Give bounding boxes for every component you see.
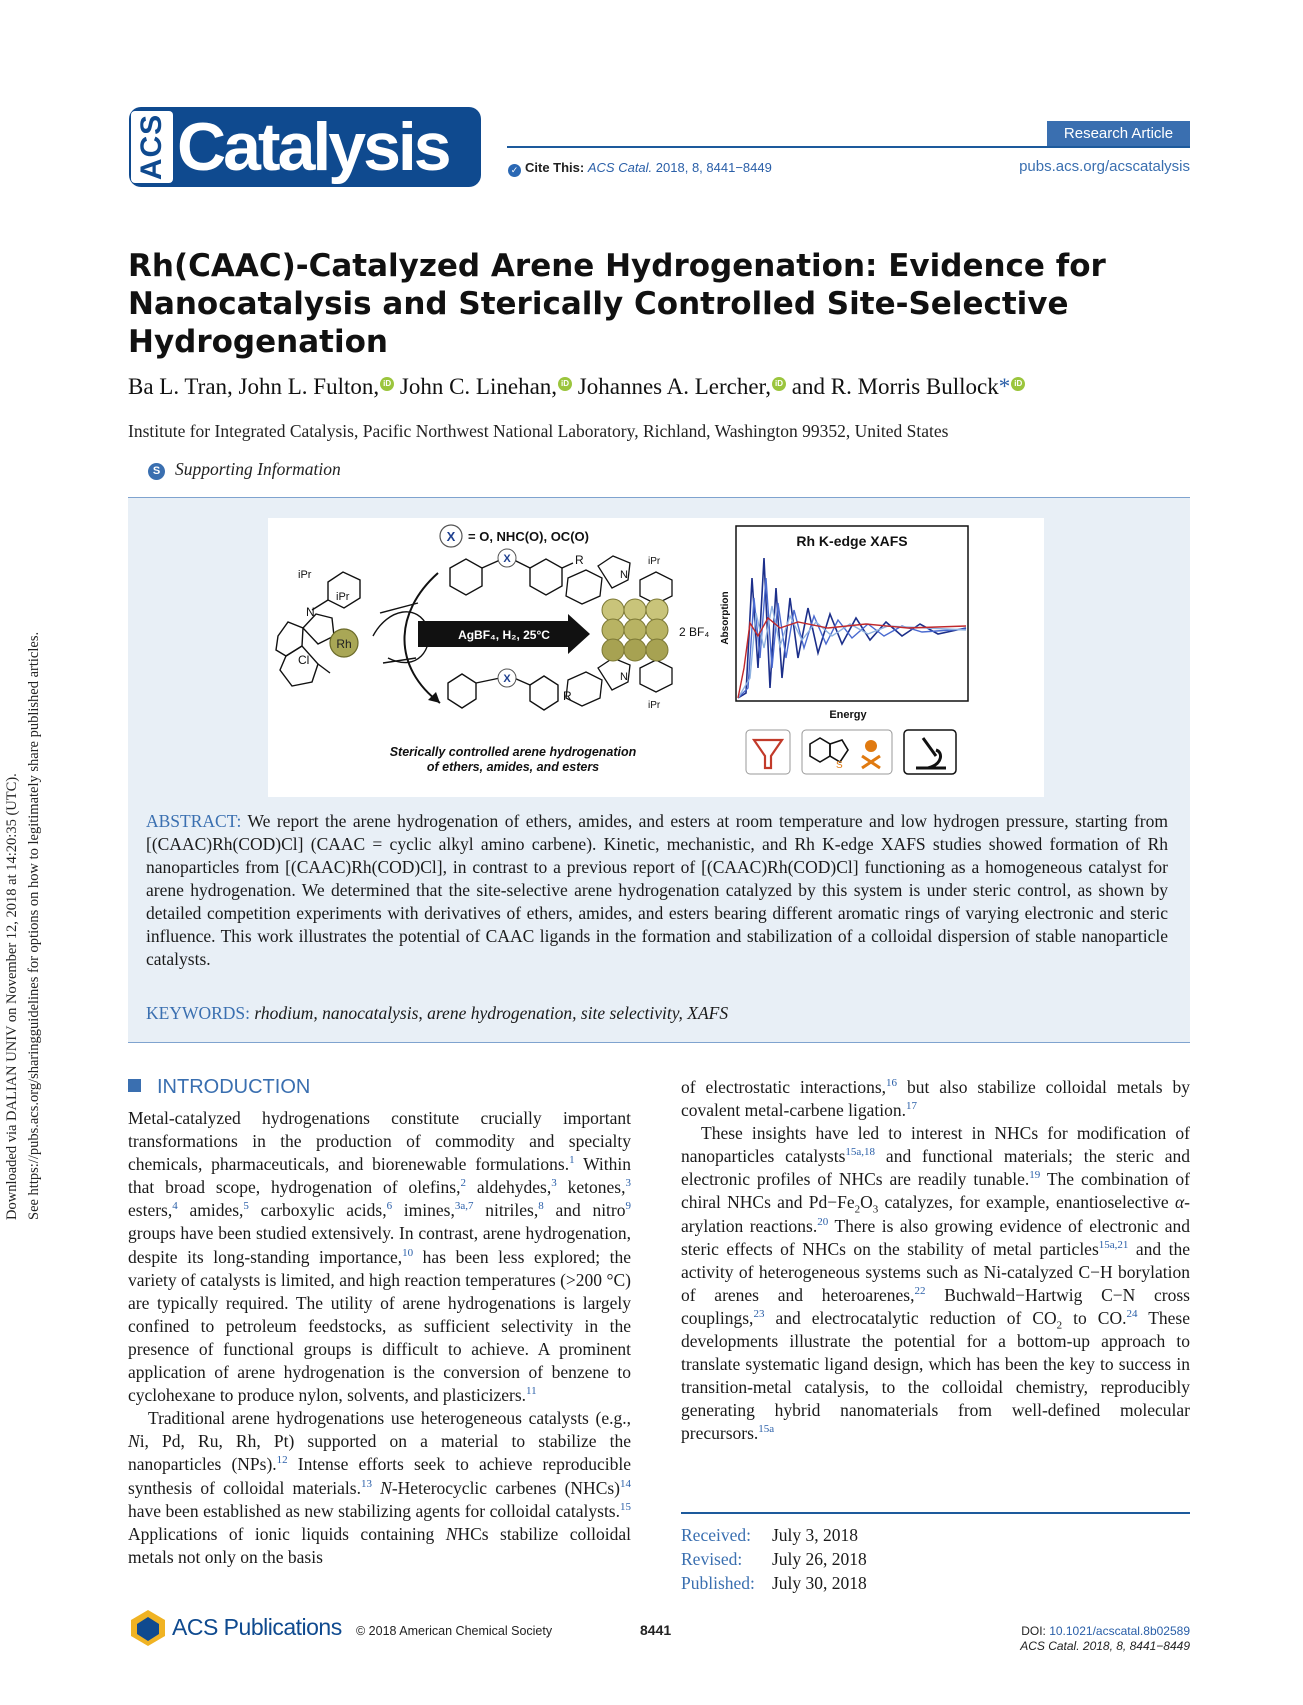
n-label: N [620, 569, 628, 581]
citation-ref[interactable]: 8 [538, 1200, 544, 1213]
counterion-label: 2 BF₄ [679, 625, 710, 639]
citation-ref[interactable]: 3a,7 [454, 1200, 474, 1213]
n-label: N [306, 605, 315, 619]
citation-ref[interactable]: 3 [551, 1177, 557, 1190]
keywords [146, 1003, 728, 1024]
doi-label: DOI: [1021, 1624, 1046, 1638]
toc-caption-line-2: of ethers, amides, and esters [426, 760, 600, 774]
introduction-heading [128, 1076, 310, 1099]
page-number: 8441 [640, 1622, 672, 1638]
abstract-label: ABSTRACT: [146, 811, 242, 831]
check-icon: ✓ [508, 164, 521, 177]
intro-paragraph-2-continued: of electrostatic interactions,$^{16}$ but also stabilize colloidal metals by covalent metal-carbene ligation.$^{17}$ [681, 1077, 1190, 1121]
received-label: Received: [681, 1525, 751, 1545]
citation-ref[interactable]: 12 [276, 1454, 288, 1467]
author-list [128, 374, 1228, 400]
reagent-label: AgBF₄, H₂, 25°C [458, 628, 550, 642]
published-label: Published: [681, 1573, 755, 1593]
abstract [146, 810, 1168, 971]
orcid-icon[interactable]: iD [380, 377, 394, 391]
doi-block [930, 1624, 1190, 1654]
r-label: R [575, 553, 584, 567]
citation-ref[interactable]: 20 [817, 1215, 829, 1228]
rh-label: Rh [336, 637, 352, 651]
supporting-info-icon: S [148, 463, 165, 480]
citation-ref[interactable]: 16 [886, 1077, 898, 1090]
thiophene-poison-icon [802, 730, 892, 774]
citation-ref[interactable]: 13 [360, 1477, 372, 1490]
x-label: X [503, 673, 511, 685]
nanoparticle-cluster-icon [602, 599, 668, 661]
r-label: R [563, 689, 572, 703]
supporting-info-link[interactable] [148, 459, 341, 480]
publication-dates [681, 1523, 867, 1595]
ipr-label: iPr [336, 591, 350, 603]
publisher-name: ACS Publications [172, 1614, 342, 1640]
cite-this[interactable] [508, 160, 772, 177]
received-date: July 3, 2018 [772, 1525, 859, 1545]
citation-ref[interactable]: 5 [243, 1200, 249, 1213]
acs-publications-logo[interactable] [128, 1608, 342, 1648]
section-square-icon [128, 1079, 141, 1092]
cite-year-vol: 2018, 8, [655, 160, 703, 175]
orcid-icon[interactable]: iD [1011, 377, 1025, 391]
intro-paragraph-2: Traditional arene hydrogenations use heterogeneous catalysts (e.g., Ni, Pd, Ru, Rh, Pt) supported on a material to stabilize the nanoparticles (NPs).$^{12}$ Intense efforts seek to achieve reproducible synthesis of colloidal materials.$^{13}$ N-Heterocyclic carbenes (NHCs)$^{14}$ have been established as new stabilizing agents for colloidal catalysts.$^{15}$ Applications of ionic liquids containing NHCs stabilize colloidal metals not only on the basis [128, 1408, 632, 1567]
citation-ref[interactable]: 15a,18 [845, 1146, 876, 1159]
intro-paragraph-1: Metal-catalyzed hydrogenations constitute crucially important transformations in the production of commodity and specialty chemicals, pharmaceuticals, and biorenewable formulations.$^1$ Within that broad scope, hydrogenation of olefins,$^2$ aldehydes,$^3$ ketones,$^3$ esters,$^4$ amides,$^5$ carboxylic acids,$^6$ imines,$^{3a,7}$ nitriles,$^8$ and nitro$^9$ groups have been studied extensively. In contrast, arene hydrogenation, despite its long-standing importance,$^{10}$ has been less explored; the variety of catalysts is limited, and high reaction temperatures (>200 °C) are typically required. The utility of arene hydrogenations is largely confined to petroleum feedstocks, as sufficient selectivity in the presence of functional groups is difficult to achieve. A prominent application of arene hydrogenation is the conversion of benzene to cyclohexane to produce nylon, solvents, and plasticizers.$^{11}$ [128, 1108, 632, 1406]
corresponding-author-mark[interactable]: * [998, 374, 1011, 399]
author-name[interactable]: Ba L. Tran, [128, 374, 233, 399]
citation-ref[interactable]: 10 [402, 1246, 414, 1259]
xafs-x-label: Energy [829, 709, 867, 721]
supporting-info-label: Supporting Information [175, 459, 341, 479]
published-date: July 30, 2018 [772, 1573, 867, 1593]
cite-label: Cite This: [525, 160, 585, 175]
citation-ref[interactable]: 1 [569, 1154, 575, 1167]
citation-ref[interactable]: 2 [460, 1177, 466, 1190]
orcid-icon[interactable]: iD [772, 377, 786, 391]
watermark-line-1: Downloaded via DALIAN UNIV on November 12, 2018 at 14:20:35 (UTC). [4, 773, 20, 1220]
citation-ref[interactable]: 15a [758, 1423, 775, 1436]
ipr-label: iPr [648, 556, 661, 567]
article-title: Rh(CAAC)-Catalyzed Arene Hydrogenation: Evidence for Nanocatalysis and Sterically Controlled Site-Selective Hydrogenation [128, 248, 1106, 360]
author-name[interactable]: John L. Fulton, [238, 374, 380, 399]
xafs-y-label: Absorption [720, 591, 731, 645]
journal-logo[interactable] [129, 107, 481, 187]
ipr-label: iPr [298, 569, 312, 581]
citation-ref[interactable]: 9 [625, 1200, 632, 1213]
abstract-text: We report the arene hydrogenation of ethers, amides, and esters at room temperature and low hydrogen pressure, starting from [(CAAC)Rh(COD)Cl] (CAAC = cyclic alkyl amino carbene). Kinetic, mechanistic, and Rh K-edge XAFS studies showed formation of Rh nanoparticles from [(CAAC)Rh(COD)Cl], in contrast to a previous report of [(CAAC)Rh(COD)Cl] functioning as a homogeneous catalyst for arene hydrogenation. We determined that the site-selective arene hydrogenation catalyzed by this system is under steric control, as shown by detailed competition experiments with derivatives of ethers, amides, and esters bearing different aromatic rings of varying electronic and steric influence. This work illustrates the potential of CAAC ligands in the formation and stabilization of a colloidal dispersion of stable nanoparticle catalysts. [146, 811, 1169, 969]
citation-ref[interactable]: 3 [625, 1177, 631, 1190]
footer-citation: ACS Catal. 2018, 8, 8441−8449 [1020, 1639, 1190, 1653]
logo-journal-name: Catalysis [177, 109, 449, 185]
cite-pages: 8441−8449 [706, 160, 772, 175]
x-definition: = O, NHC(O), OC(O) [468, 529, 589, 544]
keywords-label: KEYWORDS: [146, 1003, 251, 1023]
cite-journal: ACS Catal. [587, 160, 653, 175]
citation-ref[interactable]: 22 [914, 1285, 926, 1298]
citation-ref[interactable]: 19 [1029, 1169, 1041, 1182]
toc-graphic [268, 518, 1044, 797]
citation-ref[interactable]: 11 [526, 1385, 537, 1398]
copyright: © 2018 American Chemical Society [356, 1624, 553, 1638]
watermark-line-2: See https://pubs.acs.org/sharingguidelines for options on how to legitimately share published articles. [26, 631, 42, 1220]
keywords-list: rhodium, nanocatalysis, arene hydrogenation, site selectivity, XAFS [254, 1003, 729, 1023]
download-watermark [4, 520, 74, 1220]
intro-paragraph-3: These insights have led to interest in NHCs for modification of nanoparticles catalysts$^{15a,18}$ and functional materials; the steric and electronic profiles of NHCs are readily tunable.$^{19}$ The combination of chiral NHCs and $Pd-Fe_2O_3$ catalyzes, for example, enantioselective α-arylation reactions.$^{20}$ There is also growing evidence of electronic and steric effects of NHCs on the stability of metal particles$^{15a,21}$ and the activity of heterogeneous systems such as Ni-catalyzed C−H borylation of arenes and heteroarenes,$^{22}$ Buchwald−Hartwig C−N cross couplings,$^{23}$ and electrocatalytic reduction of $CO_2$ to CO.$^{24}$ These developments illustrate the potential for a bottom-up approach to translate systematic ligand design, which has been the key to success in transition-metal catalysis, to the colloidal chemistry, reproducibly generating hybrid nanomaterials from well-defined molecular precursors.$^{15a}$ [681, 1123, 1190, 1444]
logo-acs-text: ACS [135, 113, 168, 181]
right-column [681, 1076, 1190, 1446]
xafs-title: Rh K-edge XAFS [796, 533, 908, 549]
cl-label: Cl [298, 653, 310, 667]
introduction-heading-text: INTRODUCTION [157, 1076, 311, 1098]
s-label: S [836, 760, 843, 771]
funnel-icon [746, 730, 790, 774]
ipr-label: iPr [648, 700, 661, 711]
citation-ref[interactable]: 23 [753, 1308, 765, 1321]
author-name[interactable]: John C. Linehan, [399, 374, 558, 399]
author-name[interactable]: and R. Morris Bullock [791, 374, 999, 399]
citation-ref[interactable]: 14 [620, 1477, 632, 1490]
affiliation: Institute for Integrated Catalysis, Pacific Northwest National Laboratory, Richland, Washington 99352, United States [128, 421, 949, 441]
orcid-icon[interactable]: iD [558, 377, 572, 391]
left-column [128, 1107, 631, 1569]
dates-rule [681, 1512, 1190, 1514]
toc-caption-line-1: Sterically controlled arene hydrogenation [389, 745, 637, 759]
citation-ref[interactable]: 24 [1126, 1308, 1138, 1321]
doi-link[interactable]: 10.1021/acscatal.8b02589 [1049, 1624, 1190, 1638]
author-name[interactable]: Johannes A. Lercher, [577, 374, 772, 399]
citation-ref[interactable]: 15 [620, 1500, 631, 1513]
article-type-badge: Research Article [1047, 121, 1190, 146]
microscope-icon [904, 730, 956, 774]
citation-ref[interactable]: 4 [172, 1200, 178, 1213]
n-label: N [620, 671, 628, 683]
citation-ref[interactable]: 17 [905, 1100, 917, 1113]
acs-hexagon-icon [128, 1608, 168, 1648]
revised-label: Revised: [681, 1549, 743, 1569]
header-rule [507, 146, 1190, 148]
journal-website-link[interactable]: pubs.acs.org/acscatalysis [1019, 158, 1190, 175]
citation-ref[interactable]: 15a,21 [1098, 1238, 1129, 1251]
revised-date: July 26, 2018 [772, 1549, 867, 1569]
x-badge-label: X [446, 529, 456, 544]
citation-ref[interactable]: 6 [386, 1200, 393, 1213]
x-label: X [503, 553, 511, 565]
